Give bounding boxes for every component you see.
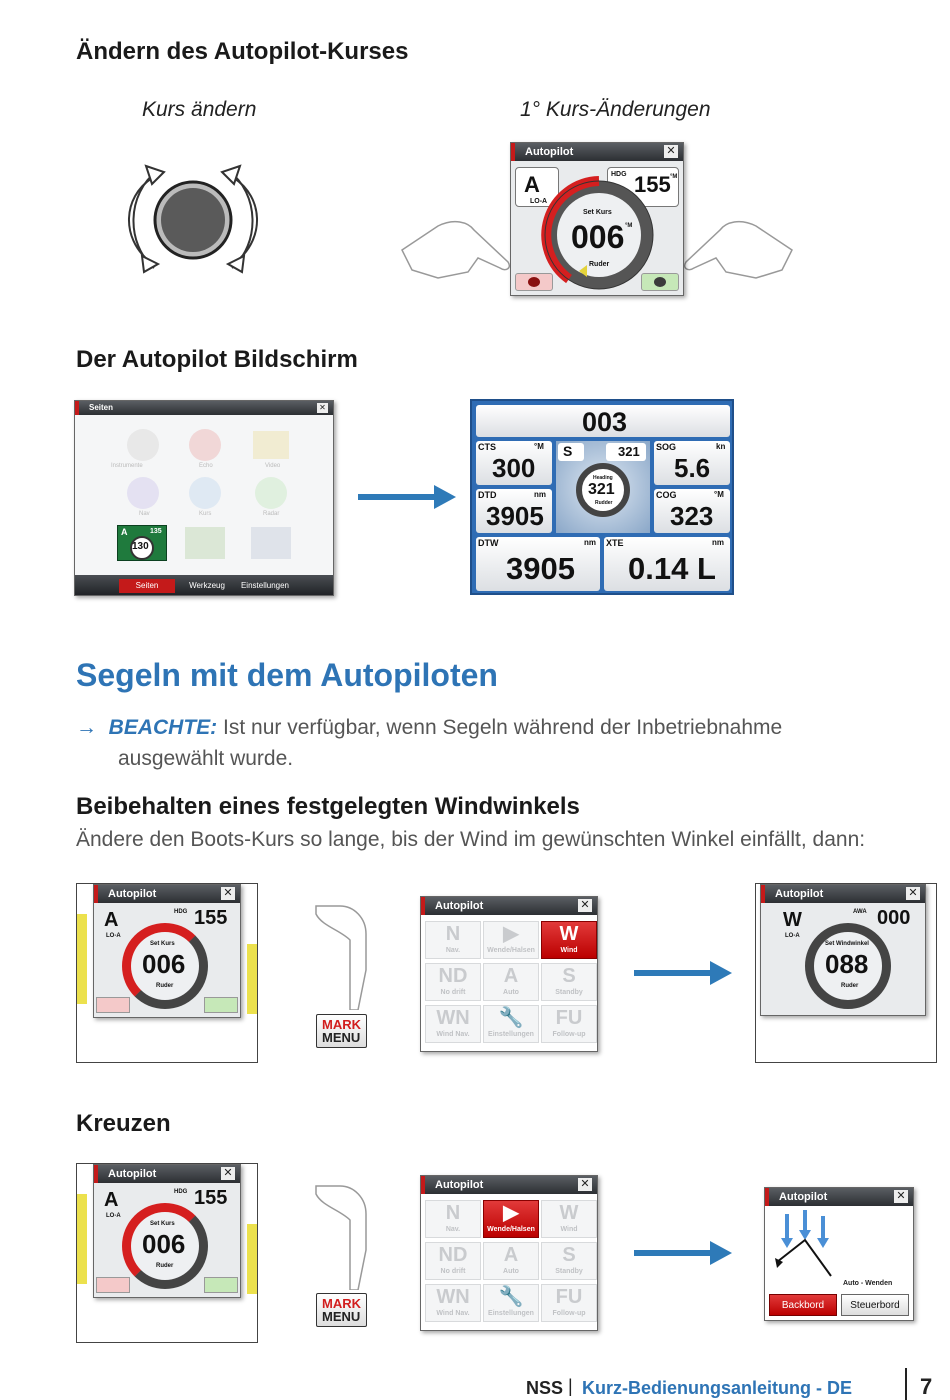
sub-mode: LO-A — [530, 198, 548, 205]
close-button[interactable]: ✕ — [664, 145, 678, 158]
split-tile-2[interactable] — [251, 527, 291, 559]
mode-auto-button[interactable]: A Auto — [483, 963, 539, 1001]
mode-nav-button[interactable]: N Nav. — [425, 921, 481, 959]
keep-wind-text: Ändere den Boots-Kurs so lange, bis der Wind im gewünschten Winkel einfällt, dann: — [76, 828, 866, 851]
arrow-right-icon — [634, 970, 712, 976]
tab-settings[interactable]: Einstellungen — [240, 581, 290, 590]
starboard-icon — [654, 277, 666, 287]
xte-label: XTE — [606, 538, 624, 548]
mode-wind-button[interactable]: W Wind — [541, 921, 597, 959]
center-hdg: 321 — [618, 444, 640, 459]
mode-settings-button[interactable]: 🔧 Einstellungen — [483, 1284, 539, 1322]
cts-unit: °M — [534, 442, 544, 451]
close-button[interactable]: ✕ — [221, 1167, 235, 1180]
ap-tile-set: 130 — [132, 541, 149, 552]
panel-title: Autopilot — [775, 888, 824, 900]
mode-wind-button[interactable]: W Wind — [541, 1200, 597, 1238]
nav-tile[interactable] — [127, 477, 159, 509]
mode-auto-button[interactable]: A Auto — [483, 1242, 539, 1280]
instrument-screen — [470, 399, 734, 595]
left-hand-icon — [398, 212, 518, 282]
port-button[interactable] — [96, 1277, 130, 1293]
section-title-change-course: Ändern des Autopilot-Kurses — [76, 38, 409, 65]
tab-pages[interactable]: Seiten — [119, 579, 175, 593]
dtd-unit: nm — [534, 490, 546, 499]
hdg-value: 155 — [634, 172, 671, 197]
note-block — [76, 712, 876, 774]
section-title-keep-wind: Beibehalten eines festgelegten Windwinkels — [76, 793, 580, 820]
starboard-button[interactable] — [641, 273, 679, 291]
sog-box — [654, 441, 730, 485]
close-button[interactable]: ✕ — [578, 1178, 592, 1191]
mode-standby-button[interactable]: S Standby — [541, 963, 597, 1001]
hdg-value: 155 — [194, 1187, 228, 1209]
menu-title: Autopilot — [435, 1179, 484, 1191]
tile-label: Instrumente — [111, 463, 143, 469]
page-number: 7 — [920, 1374, 933, 1399]
tile-label: Radar — [263, 511, 280, 517]
hdg-label: HDG — [174, 909, 188, 915]
tack-panel — [764, 1187, 914, 1321]
footer-doc-title: Kurz-Bedienungsanleitung - DE — [582, 1378, 852, 1398]
close-button[interactable]: ✕ — [894, 1190, 908, 1203]
rudder-label: Ruder — [589, 261, 610, 268]
course-tile[interactable] — [189, 477, 221, 509]
dtd-label: DTD — [478, 490, 497, 500]
wind-sub-mode: LO-A — [785, 933, 800, 939]
instrument-tile[interactable] — [127, 429, 159, 461]
land-strip — [247, 1224, 258, 1294]
sub-mode: LO-A — [106, 1213, 121, 1219]
mark-label: MARK — [322, 1296, 361, 1311]
hdg-label: HDG — [174, 1189, 188, 1195]
tile-label: Echo — [199, 463, 213, 469]
dtd-box — [476, 489, 552, 533]
mark-label: MARK — [322, 1017, 361, 1032]
section-title-tack: Kreuzen — [76, 1110, 171, 1137]
menu-label: MENU — [322, 1030, 361, 1045]
cog-value: 323 — [670, 501, 714, 531]
awa-value: 000 — [877, 907, 911, 929]
chart-frame-2 — [76, 1163, 258, 1343]
land-strip — [77, 1194, 87, 1284]
rudder-label: Ruder — [156, 1263, 174, 1269]
note-text: Ist nur verfügbar, wenn Segeln während der Inbetriebnahme — [223, 716, 783, 739]
xte-value: 0.14 L — [628, 551, 716, 586]
mode-letter: A — [104, 909, 119, 931]
mode-followup-button[interactable]: FU Follow-up — [541, 1284, 597, 1322]
set-course-value: 006 — [571, 219, 625, 255]
mode-tack-button[interactable]: ▶ Wende/Halsen — [483, 1200, 539, 1238]
sub-mode: LO-A — [106, 933, 121, 939]
tack-status: Auto - Wenden — [843, 1280, 893, 1287]
mode-nodrift-button[interactable]: ND No drift — [425, 1242, 481, 1280]
pages-close-button[interactable]: ✕ — [317, 403, 328, 413]
land-strip — [247, 944, 258, 1014]
chart-frame-wind — [755, 883, 937, 1063]
caption-change-course: Kurs ändern — [142, 98, 257, 121]
menu-title: Autopilot — [435, 900, 484, 912]
cog-label: COG — [656, 490, 677, 500]
pages-tabbar — [75, 575, 334, 596]
mode-letter: A — [104, 1189, 119, 1211]
footer-separator: | — [568, 1376, 573, 1396]
starboard-button[interactable] — [204, 1277, 238, 1293]
pointing-hand-icon — [310, 900, 380, 1010]
note-label: BEACHTE: — [108, 716, 218, 739]
chart-frame-1 — [76, 883, 258, 1063]
cog-unit: °M — [714, 490, 724, 499]
footer-divider — [905, 1368, 907, 1400]
mode-windnav-button[interactable]: WN Wind Nav. — [425, 1005, 481, 1043]
awa-label: AWA — [853, 909, 867, 915]
arrow-icon: → — [76, 716, 97, 739]
center-value: 321 — [588, 481, 615, 498]
set-course-value: 006 — [142, 949, 186, 979]
wind-rudder-label: Ruder — [841, 983, 859, 989]
port-icon — [528, 277, 540, 287]
ap-tile-mode: A — [121, 527, 128, 537]
mode-settings-button[interactable]: 🔧 Einstellungen — [483, 1005, 539, 1043]
panel-title: Autopilot — [108, 888, 157, 900]
mode-menu-window-1 — [420, 896, 598, 1052]
port-tack-button[interactable]: Backbord — [769, 1294, 837, 1316]
menu-label: MENU — [322, 1309, 361, 1324]
land-strip — [77, 914, 87, 1004]
mode-windnav-button[interactable]: WN Wind Nav. — [425, 1284, 481, 1322]
tile-label: Video — [265, 463, 281, 469]
panel-title: Autopilot — [108, 1168, 157, 1180]
arrow-right-icon — [358, 494, 436, 500]
right-hand-icon — [672, 212, 796, 282]
dtd-value: 3905 — [486, 501, 544, 531]
panel-title: Autopilot — [525, 146, 574, 158]
autopilot-panel-large — [510, 142, 684, 296]
dtw-value: 3905 — [506, 551, 575, 586]
set-course-label: Set Kurs — [150, 941, 175, 947]
hdg-value: 155 — [194, 907, 228, 929]
pages-window — [74, 400, 334, 596]
panel-title: Autopilot — [779, 1191, 828, 1203]
top-value: 003 — [582, 407, 628, 437]
cog-box — [654, 489, 730, 533]
set-course-label: Set Kurs — [150, 1221, 175, 1227]
sog-value: 5.6 — [674, 453, 711, 483]
mark-menu-key[interactable] — [316, 1014, 367, 1048]
starboard-tack-button[interactable]: Steuerbord — [841, 1294, 909, 1316]
center-rudder-label: Rudder — [595, 500, 613, 506]
dtw-box — [476, 537, 600, 591]
mode-tack-button[interactable]: ▶ Wende/Halsen — [483, 921, 539, 959]
mode-followup-button[interactable]: FU Follow-up — [541, 1005, 597, 1043]
wind-mode-letter: W — [783, 909, 802, 931]
mode-standby-button[interactable]: S Standby — [541, 1242, 597, 1280]
port-button[interactable] — [96, 997, 130, 1013]
starboard-button[interactable] — [204, 997, 238, 1013]
hdg-unit: °M — [670, 174, 678, 180]
set-course-label: Set Kurs — [583, 209, 612, 216]
sog-label: SOG — [656, 442, 677, 452]
autopilot-tile[interactable] — [117, 525, 167, 561]
video-tile[interactable] — [253, 431, 289, 459]
close-button[interactable]: ✕ — [906, 887, 920, 900]
split-tile[interactable] — [185, 527, 225, 559]
arrow-right-icon — [634, 1250, 712, 1256]
xte-unit: nm — [712, 538, 724, 547]
port-button[interactable] — [515, 273, 553, 291]
caption-one-degree: 1° Kurs-Änderungen — [520, 98, 711, 121]
mode-nav-button[interactable]: N Nav. — [425, 1200, 481, 1238]
section-title-autopilot-screen: Der Autopilot Bildschirm — [76, 346, 358, 373]
dtw-unit: nm — [584, 538, 596, 547]
tack-diagram-icon — [773, 1210, 863, 1290]
hdg-label: HDG — [611, 171, 627, 178]
center-mode-box — [558, 443, 584, 461]
top-box — [476, 405, 730, 437]
pointing-hand-icon — [310, 1180, 380, 1290]
mark-menu-key[interactable] — [316, 1293, 367, 1327]
section-title-sailing: Segeln mit dem Autopiloten — [76, 657, 498, 693]
close-button[interactable]: ✕ — [578, 899, 592, 912]
rudder-label: Ruder — [156, 983, 174, 989]
sog-unit: kn — [716, 442, 726, 451]
center-mode: S — [563, 443, 573, 459]
mode-letter: A — [524, 172, 540, 197]
mode-menu-window-2 — [420, 1175, 598, 1331]
tab-tools[interactable]: Werkzeug — [189, 581, 225, 590]
close-button[interactable]: ✕ — [221, 887, 235, 900]
xte-box — [604, 537, 730, 591]
cts-value: 300 — [492, 453, 536, 483]
set-wind-label: Set Windwinkel — [825, 941, 869, 947]
cts-label: CTS — [478, 442, 496, 452]
footer-product: NSS — [526, 1378, 564, 1398]
center-heading-label: Heading — [593, 475, 613, 481]
dtw-label: DTW — [478, 538, 499, 548]
echo-tile[interactable] — [189, 429, 221, 461]
set-course-value: 006 — [142, 1229, 186, 1259]
center-hdg-box — [606, 443, 646, 461]
tile-label: Nav — [139, 511, 150, 517]
set-wind-value: 088 — [825, 949, 869, 979]
center-dial-area — [556, 441, 650, 533]
cts-box — [476, 441, 552, 485]
mode-nodrift-button[interactable]: ND No drift — [425, 963, 481, 1001]
tile-label: Kurs — [199, 511, 212, 517]
note-text-2: ausgewählt wurde. — [118, 747, 294, 770]
radar-tile[interactable] — [255, 477, 287, 509]
pages-title: Seiten — [89, 403, 114, 412]
set-course-unit: °M — [625, 223, 633, 229]
ap-tile-hdg: 135 — [150, 528, 162, 535]
rotary-knob-icon — [118, 160, 268, 275]
